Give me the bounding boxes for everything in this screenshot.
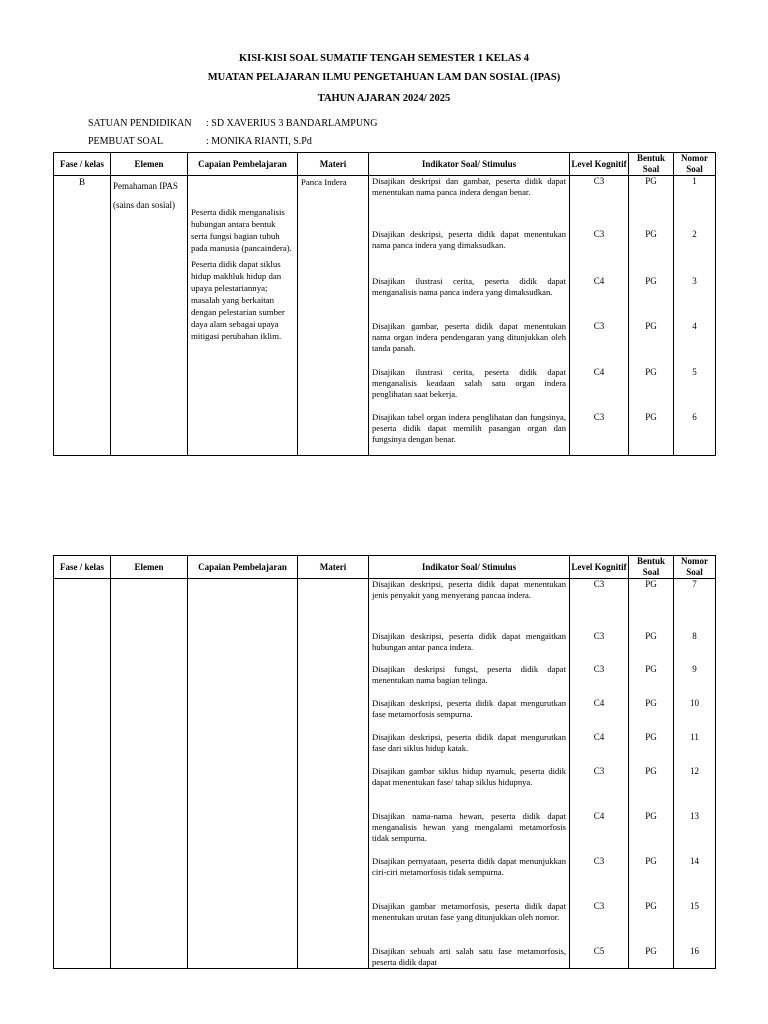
header-indikator: Indikator Soal/ Stimulus: [369, 153, 570, 176]
level-value: C4: [593, 276, 605, 286]
level-value: C4: [593, 732, 605, 742]
indikator-text: Disajikan gambar metamorfosis, peserta didik dapat menentukan urutan fase yang ditunjukkan oleh nomor.: [372, 901, 566, 922]
nomor-value: 5: [692, 367, 697, 377]
materi-cell: [298, 579, 369, 969]
bentuk-value: PG: [645, 766, 657, 776]
level-value: C4: [593, 698, 605, 708]
header-capaian: Capaian Pembelajaran: [188, 153, 298, 176]
header-elemen: Elemen: [111, 153, 188, 176]
header-capaian: Capaian Pembelajaran: [188, 556, 298, 579]
table-row: [54, 176, 716, 456]
bentuk-cell: [629, 176, 674, 456]
bentuk-value: PG: [645, 631, 657, 641]
table-row: [54, 579, 716, 969]
indikator-text: Disajikan gambar, peserta didik dapat menentukan nama organ indera pendengaran yang ditunjukkan oleh tanda panah.: [372, 321, 566, 353]
nomor-value: 10: [690, 698, 699, 708]
bentuk-value: PG: [645, 579, 657, 589]
bentuk-cell: [629, 579, 674, 969]
pembuat-soal-label: PEMBUAT SOAL: [88, 136, 164, 147]
indikator-text: Disajikan deskripsi, peserta didik dapat mengurutkan fase dari siklus hidup katak.: [372, 732, 566, 753]
indikator-text: Disajikan deskripsi dan gambar, peserta didik dapat menentukan nama panca indera dengan benar.: [372, 176, 566, 197]
level-list: [570, 579, 628, 968]
indikator-text: Disajikan sebuah arti salah satu fase metamorfosis, peserta didik dapat: [372, 946, 566, 967]
nomor-cell: [674, 579, 716, 969]
nomor-value: 3: [692, 276, 697, 286]
elemen-value: Pemahaman IPAS (sains dan sosial): [113, 181, 178, 210]
header-nomor: Nomor Soal: [674, 153, 716, 176]
indikator-text: Disajikan deskripsi fungsi, peserta didik dapat menentukan nama bagian telinga.: [372, 664, 566, 685]
bentuk-value: PG: [645, 412, 657, 422]
bentuk-value: PG: [645, 698, 657, 708]
capaian-cell: [188, 579, 298, 969]
bentuk-value: PG: [645, 229, 657, 239]
level-value: C4: [593, 811, 605, 821]
table-header-row: [54, 153, 716, 176]
fase-value: B: [78, 177, 85, 187]
header-bentuk: Bentuk Soal: [629, 556, 674, 579]
indikator-text: Disajikan gambar siklus hidup nyamuk, peserta didik dapat menentukan fase/ tahap siklus hidupnya.: [372, 766, 566, 787]
capaian-paragraph-2: Peserta didik dapat siklus hidup makhluk hidup dan upaya pelestariannya; masalah yang berkaitan dengan pelestarian sumber daya alam sebagai upaya mitigasi perubahan iklim.: [191, 259, 285, 341]
nomor-value: 13: [690, 811, 699, 821]
table-header-row: [54, 556, 716, 579]
elemen-cell: [111, 176, 188, 456]
indikator-cell: [369, 176, 570, 456]
satuan-pendidikan-value: : SD XAVERIUS 3 BANDARLAMPUNG: [206, 118, 378, 129]
nomor-cell: [674, 176, 716, 456]
materi-cell: [298, 176, 369, 456]
fase-cell: [54, 579, 111, 969]
indikator-text: Disajikan deskripsi, peserta didik dapat menentukan nama panca indera yang dimaksudkan.: [372, 229, 566, 250]
indikator-text: Disajikan deskripsi, peserta didik dapat menentukan jenis penyakit yang menyerang pancaa indera.: [372, 579, 566, 600]
nomor-value: 14: [690, 856, 699, 866]
nomor-value: 9: [692, 664, 697, 674]
header-fase: Fase / kelas: [54, 556, 111, 579]
nomor-value: 6: [692, 412, 697, 422]
level-value: C3: [593, 901, 605, 911]
level-value: C4: [593, 367, 605, 377]
materi-value: Panca Indera: [301, 177, 347, 187]
document-title-line-3: TAHUN AJARAN 2024/ 2025: [317, 93, 451, 104]
bentuk-value: PG: [645, 367, 657, 377]
indikator-text: Disajikan nama-nama hewan, peserta didik dapat menganalisis hewan yang mengalami metamorfosis tidak sempurna.: [372, 811, 566, 843]
level-cell: [570, 579, 629, 969]
header-bentuk: Bentuk Soal: [629, 153, 674, 176]
bentuk-value: PG: [645, 901, 657, 911]
indikator-cell: [369, 579, 570, 969]
nomor-value: 1: [692, 176, 697, 186]
elemen-cell: [111, 579, 188, 969]
indikator-text: Disajikan deskripsi, peserta didik dapat mengurutkan fase metamorfosis sempurna.: [372, 698, 566, 719]
level-value: C3: [593, 579, 605, 589]
header-level: Level Kognitif: [570, 556, 629, 579]
pembuat-soal-row: [88, 136, 312, 147]
level-list: [570, 176, 628, 455]
header-level: Level Kognitif: [570, 153, 629, 176]
bentuk-list: [629, 579, 673, 968]
indikator-text: Disajikan tabel organ indera penglihatan dan fungsinya, peserta didik dapat memilih pasangan organ dan fungsinya dengan benar.: [372, 412, 566, 444]
document-title-line-2: MUATAN PELAJARAN ILMU PENGETAHUAN LAM DAN SOSIAL (IPAS): [207, 72, 561, 83]
header-materi: Materi: [298, 153, 369, 176]
nomor-value: 7: [692, 579, 697, 589]
indikator-text: Disajikan pernyataan, peserta didik dapat menunjukkan ciri-ciri metamorfosis tidak sempurna.: [372, 856, 566, 877]
bentuk-value: PG: [645, 732, 657, 742]
nomor-list: [674, 176, 715, 455]
bentuk-value: PG: [645, 811, 657, 821]
level-value: C3: [593, 766, 605, 776]
bentuk-value: PG: [645, 856, 657, 866]
bentuk-value: PG: [645, 176, 657, 186]
bentuk-value: PG: [645, 664, 657, 674]
level-value: C3: [593, 856, 605, 866]
nomor-value: 8: [692, 631, 697, 641]
header-indikator: Indikator Soal/ Stimulus: [369, 556, 570, 579]
nomor-value: 15: [690, 901, 699, 911]
satuan-pendidikan-label: SATUAN PENDIDIKAN: [88, 118, 192, 129]
level-value: C3: [593, 664, 605, 674]
capaian-cell: [188, 176, 298, 456]
bentuk-value: PG: [645, 946, 657, 956]
bentuk-value: PG: [645, 321, 657, 331]
capaian-paragraph-1: Peserta didik menganalisis hubungan antara bentuk serta fungsi bagian tubuh pada manusia (pancaindera).: [191, 207, 292, 253]
indikator-text: Disajikan deskripsi, peserta didik dapat mengaitkan hubungan antar panca indera.: [372, 631, 566, 652]
kisi-table-1: [53, 152, 716, 456]
header-elemen: Elemen: [111, 556, 188, 579]
fase-cell: [54, 176, 111, 456]
nomor-value: 16: [690, 946, 699, 956]
document-title-line-1: KISI-KISI SOAL SUMATIF TENGAH SEMESTER 1 KELAS 4: [238, 53, 530, 64]
level-value: C3: [593, 321, 605, 331]
level-value: C5: [593, 946, 605, 956]
indikator-text: Disajikan ilustrasi cerita, peserta didik dapat menganalisis keadaan salah satu organ indera penglihatan saat bekerja.: [372, 367, 566, 399]
pembuat-soal-value: : MONIKA RIANTI, S.Pd: [206, 136, 312, 147]
nomor-value: 2: [692, 229, 697, 239]
indikator-list: [369, 176, 569, 455]
nomor-value: 12: [690, 766, 699, 776]
kisi-table-2: [53, 555, 716, 969]
nomor-value: 4: [692, 321, 697, 331]
level-value: C3: [593, 229, 605, 239]
level-value: C3: [593, 176, 605, 186]
level-value: C3: [593, 412, 605, 422]
header-materi: Materi: [298, 556, 369, 579]
indikator-text: Disajikan ilustrasi cerita, peserta didik dapat menganalisis nama panca indera yang dimaksudkan.: [372, 276, 566, 297]
nomor-list: [674, 579, 715, 968]
header-fase: Fase / kelas: [54, 153, 111, 176]
indikator-list: [369, 579, 569, 968]
level-value: C3: [593, 631, 605, 641]
nomor-value: 11: [690, 732, 699, 742]
bentuk-list: [629, 176, 673, 455]
header-nomor: Nomor Soal: [674, 556, 716, 579]
bentuk-value: PG: [645, 276, 657, 286]
satuan-pendidikan-row: [88, 118, 378, 129]
level-cell: [570, 176, 629, 456]
